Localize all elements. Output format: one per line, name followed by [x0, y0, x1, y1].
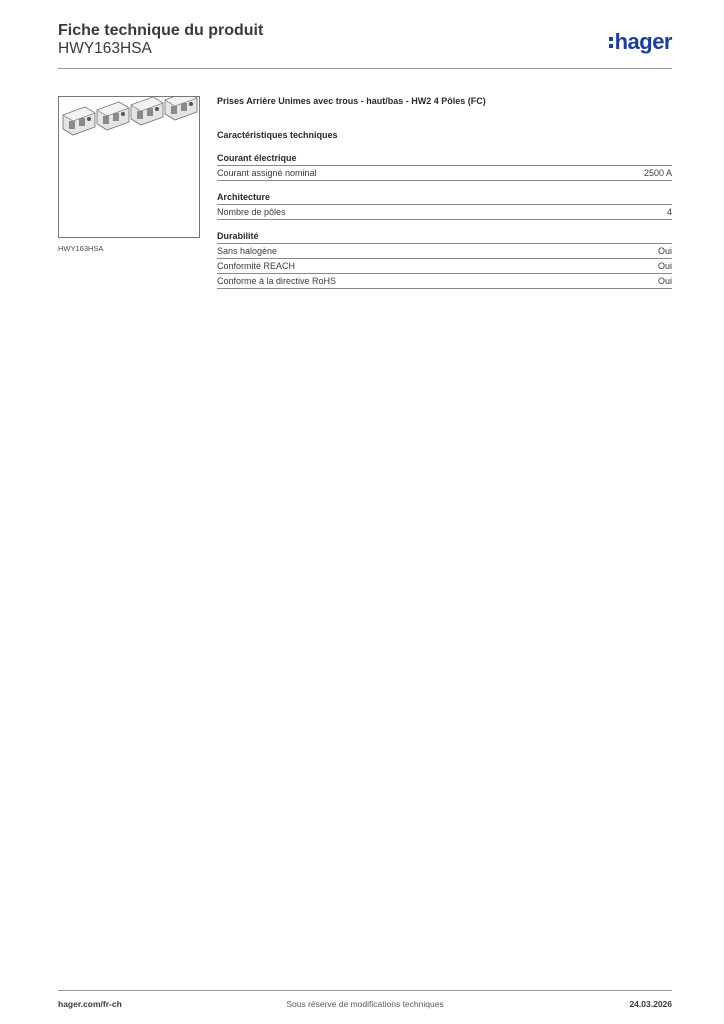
spec-label: Conforme à la directive RoHS	[217, 276, 337, 286]
page-title: Fiche technique du produit	[58, 22, 264, 39]
spec-row	[217, 274, 672, 289]
page-header	[58, 20, 672, 69]
footer-date: 24.03.2026	[629, 999, 672, 1009]
spec-group-title: Architecture	[217, 191, 672, 205]
spec-value: Oui	[657, 261, 672, 271]
logo-text: hager	[614, 29, 672, 54]
spec-row	[217, 166, 672, 181]
logo-colon-icon	[609, 35, 613, 49]
spec-label: Conformité REACH	[217, 261, 296, 271]
spec-group-title: Durabilité	[217, 230, 672, 244]
terminal-block-4	[165, 97, 197, 120]
spec-value: Oui	[657, 276, 672, 286]
terminal-block-1	[63, 107, 95, 135]
terminal-block-3	[131, 97, 163, 125]
footer-website-link[interactable]: hager.com/fr-ch	[58, 999, 122, 1009]
spec-label: Nombre de pôles	[217, 207, 286, 217]
spec-group-durability	[217, 230, 672, 289]
spec-row	[217, 244, 672, 259]
spec-label: Sans halogène	[217, 246, 278, 256]
spec-value: 4	[666, 207, 672, 217]
specs-section-title: Caractéristiques techniques	[217, 130, 338, 140]
page-footer	[58, 990, 672, 1013]
product-photo-icon	[59, 97, 199, 237]
spec-group-electrical	[217, 152, 672, 181]
spec-group-title: Courant électrique	[217, 152, 672, 166]
product-details	[217, 94, 672, 289]
hager-logo	[609, 28, 672, 56]
product-image	[58, 96, 200, 238]
spec-value: Oui	[657, 246, 672, 256]
footer-notice: Sous réserve de modifications techniques	[286, 999, 444, 1009]
spec-value: 2500 A	[643, 168, 672, 178]
spec-row	[217, 259, 672, 274]
product-reference: HWY163HSA	[58, 40, 152, 57]
spec-group-architecture	[217, 191, 672, 220]
spec-row	[217, 205, 672, 220]
terminal-block-2	[97, 102, 129, 130]
product-description: Prises Arrière Unimes avec trous - haut/bas - HW2 4 Pôles (FC)	[217, 96, 486, 106]
product-image-caption: HWY163HSA	[58, 244, 104, 253]
spec-label: Courant assigné nominal	[217, 168, 317, 178]
